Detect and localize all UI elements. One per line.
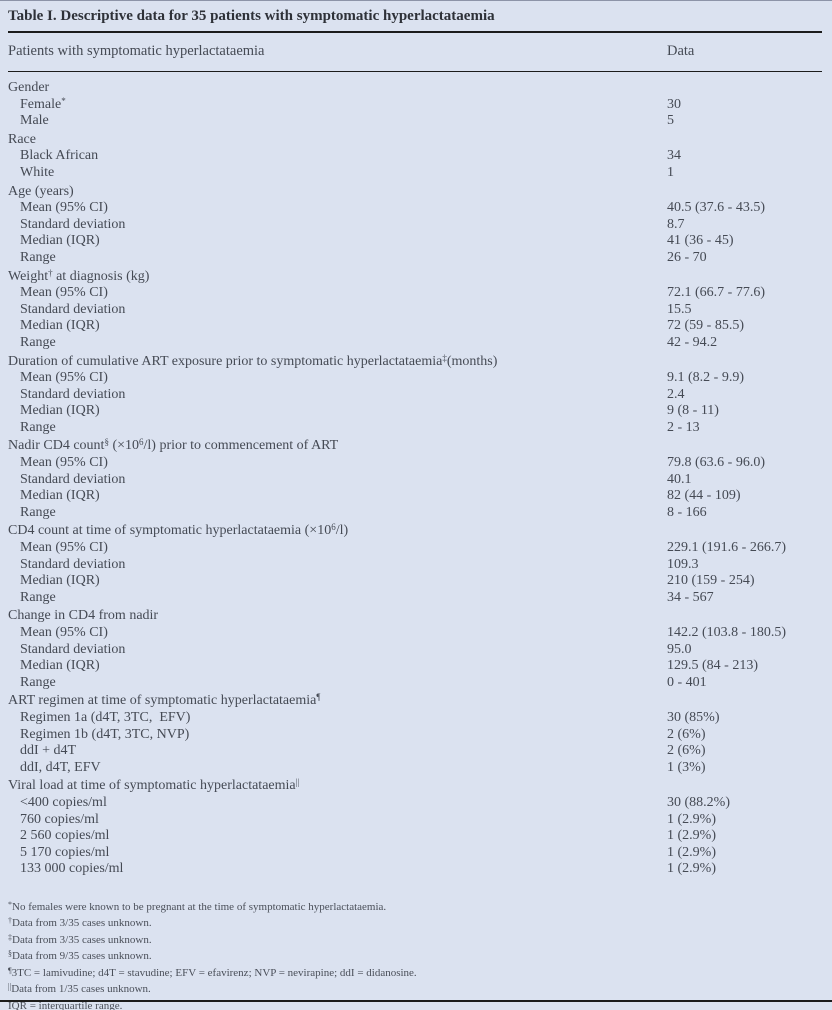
table-row	[8, 727, 822, 744]
row-label: Median (IQR)	[20, 658, 100, 674]
footnote	[8, 915, 822, 932]
table-section	[8, 438, 822, 521]
row-label: 133 000 copies/ml	[20, 861, 124, 877]
table-row	[8, 760, 822, 777]
row-label: White	[20, 164, 55, 180]
bottom-rule	[0, 1000, 832, 1002]
column-header-row	[8, 33, 822, 72]
row-value: 2 (6%)	[667, 743, 706, 759]
table-row	[8, 658, 822, 675]
row-value: 9 (8 - 11)	[667, 403, 719, 419]
footnote-text: IQR = interquartile range.	[8, 999, 123, 1010]
row-value: 40.5 (37.6 - 43.5)	[667, 200, 765, 216]
row-label: Median (IQR)	[20, 573, 100, 589]
table-row	[8, 540, 822, 557]
section-header-label: CD4 count at time of symptomatic hyperlactataemia $(\times 10^6/l)$	[8, 522, 349, 539]
row-label: Mean (95% CI)	[20, 455, 108, 471]
table-row	[8, 812, 822, 829]
table-row	[8, 557, 822, 574]
row-value: 142.2 (103.8 - 180.5)	[667, 625, 786, 640]
table-section	[8, 693, 822, 776]
row-label: ddI + d4T	[20, 743, 77, 759]
row-label: Range	[20, 334, 56, 350]
row-value: 5	[667, 113, 674, 129]
table-row	[8, 455, 822, 472]
row-value: 129.5 (84 - 213)	[667, 658, 758, 674]
row-value: 9.1 (8.2 - 9.9)	[667, 370, 744, 386]
table-row	[8, 675, 822, 692]
row-label: Standard deviation	[20, 556, 126, 572]
table-row	[8, 200, 822, 217]
row-label: Male	[20, 113, 49, 129]
footnote-symbol: §	[8, 949, 12, 959]
row-label: Mean (95% CI)	[20, 200, 108, 216]
row-value: 1 (3%)	[667, 759, 706, 775]
row-value: 41 (36 - 45)	[667, 233, 734, 249]
row-value: 30 (85%)	[667, 709, 720, 725]
footnote-text: Data from 9/35 cases unknown.	[12, 950, 152, 963]
column-header-parameter: Patients with symptomatic hyperlactataemia	[8, 43, 265, 59]
footnote-text: No females were known to be pregnant at the time of symptomatic hyperlactataemia.	[12, 900, 387, 913]
row-value: 1 (2.9%)	[667, 828, 716, 844]
table-row	[8, 828, 822, 845]
row-label: Female*	[20, 95, 66, 112]
table-row	[8, 148, 822, 165]
section-header	[8, 132, 822, 149]
row-value: 2.4	[667, 386, 685, 402]
row-value: 229.1 (191.6 - 266.7)	[667, 540, 786, 556]
table-section	[8, 80, 822, 130]
section-header	[8, 523, 822, 540]
footnote-symbol: ||	[8, 982, 12, 992]
section-header	[8, 693, 822, 710]
row-label: Regimen 1a (d4T, 3TC, EFV)	[20, 709, 191, 725]
column-header-data: Data	[667, 43, 695, 59]
row-value: 95.0	[667, 641, 692, 657]
table-row	[8, 302, 822, 319]
row-label: Median (IQR)	[20, 488, 100, 504]
table-row	[8, 845, 822, 862]
footnote-text: Data from 1/35 cases unknown.	[11, 983, 151, 996]
row-label: Mean (95% CI)	[20, 540, 108, 556]
table-row	[8, 642, 822, 659]
row-label: Range	[20, 674, 56, 690]
row-value: 30 (88.2%)	[667, 794, 730, 810]
row-label: <400 copies/ml	[20, 794, 107, 810]
table-section	[8, 354, 822, 437]
footnote	[8, 948, 822, 965]
row-label: Mean (95% CI)	[20, 370, 108, 386]
table-row	[8, 233, 822, 250]
row-value: 109.3	[667, 556, 699, 572]
footnote-symbol: †	[8, 916, 12, 926]
table-row	[8, 217, 822, 234]
footnote	[8, 981, 822, 998]
table-row	[8, 97, 822, 114]
row-label: Standard deviation	[20, 386, 126, 402]
row-label: Range	[20, 589, 56, 605]
table-row	[8, 318, 822, 335]
row-label: Range	[20, 249, 56, 265]
row-label: Standard deviation	[20, 216, 126, 232]
row-label: Median (IQR)	[20, 233, 100, 249]
section-header-label: Viral load at time of symptomatic hyperlactataemia||	[8, 777, 300, 794]
row-label: Mean (95% CI)	[20, 285, 108, 301]
row-value: 1 (2.9%)	[667, 811, 716, 827]
section-header	[8, 80, 822, 97]
row-value: 34	[667, 148, 681, 164]
footnote	[8, 899, 822, 916]
table-row	[8, 625, 822, 642]
row-label: Regimen 1b (d4T, 3TC, NVP)	[20, 726, 190, 742]
row-value: 72.1 (66.7 - 77.6)	[667, 285, 765, 301]
footnote	[8, 932, 822, 949]
table-section	[8, 184, 822, 267]
table-row	[8, 420, 822, 437]
row-label: Standard deviation	[20, 301, 126, 317]
table-row	[8, 113, 822, 130]
row-label: Standard deviation	[20, 471, 126, 487]
footnotes	[8, 899, 822, 1010]
table-section	[8, 132, 822, 182]
table-row	[8, 861, 822, 878]
table-section	[8, 778, 822, 878]
row-value: 1	[667, 164, 674, 180]
table-row	[8, 370, 822, 387]
section-header	[8, 778, 822, 795]
table-row	[8, 710, 822, 727]
row-value: 26 - 70	[667, 249, 707, 265]
table-row	[8, 403, 822, 420]
footnote-text: Data from 3/35 cases unknown.	[12, 933, 152, 946]
section-header-label: Change in CD4 from nadir	[8, 608, 159, 624]
table-row	[8, 285, 822, 302]
row-label: Standard deviation	[20, 641, 126, 657]
table-row	[8, 488, 822, 505]
row-value: 8.7	[667, 216, 685, 232]
footnote-text: Data from 3/35 cases unknown.	[12, 917, 152, 930]
row-value: 15.5	[667, 301, 692, 317]
section-header	[8, 438, 822, 455]
row-label: 5 170 copies/ml	[20, 844, 110, 860]
row-value: 2 (6%)	[667, 726, 706, 742]
table-row	[8, 590, 822, 607]
section-header-label: Gender	[8, 80, 50, 95]
table-row	[8, 795, 822, 812]
footnote-symbol: *	[8, 899, 12, 909]
table-title: Table I. Descriptive data for 35 patients with symptomatic hyperlactataemia	[8, 8, 495, 24]
row-label: Median (IQR)	[20, 403, 100, 419]
row-label: Median (IQR)	[20, 318, 100, 334]
table-row	[8, 250, 822, 267]
table-section	[8, 523, 822, 606]
table-row	[8, 335, 822, 352]
table-container	[0, 1, 832, 1010]
row-value: 210 (159 - 254)	[667, 573, 755, 589]
table-row	[8, 505, 822, 522]
row-label: 760 copies/ml	[20, 811, 99, 827]
row-label: Range	[20, 504, 56, 520]
row-value: 30	[667, 96, 681, 112]
table-section	[8, 269, 822, 352]
section-header	[8, 184, 822, 201]
row-label: Black African	[20, 148, 99, 164]
section-header-label: Weight† at diagnosis (kg)	[8, 267, 150, 284]
footnote	[8, 965, 822, 982]
footnote-symbol: ‡	[8, 932, 12, 942]
table-row	[8, 387, 822, 404]
section-header-label: Race	[8, 131, 36, 147]
row-value: 34 - 567	[667, 589, 714, 605]
section-header-label: ART regimen at time of symptomatic hyperlactataemia¶	[8, 692, 321, 709]
row-value: 1 (2.9%)	[667, 861, 716, 877]
row-label: Mean (95% CI)	[20, 625, 108, 640]
section-header-label: Age (years)	[8, 183, 74, 199]
row-value: 1 (2.9%)	[667, 844, 716, 860]
table-body	[8, 72, 822, 878]
footnote-text: 3TC = lamivudine; d4T = stavudine; EFV = efavirenz; NVP = nevirapine; ddI = didanosine.	[11, 966, 417, 979]
row-value: 79.8 (63.6 - 96.0)	[667, 455, 765, 471]
section-header	[8, 269, 822, 286]
section-header	[8, 354, 822, 371]
row-label: 2 560 copies/ml	[20, 828, 110, 844]
section-header-label: Nadir CD4 count§ $(\times 10^6/l)$ prior to commencement of ART	[8, 437, 339, 454]
row-value: 2 - 13	[667, 419, 700, 435]
table-row	[8, 573, 822, 590]
row-value: 40.1	[667, 471, 692, 487]
row-label: Range	[20, 419, 56, 435]
section-header-label: Duration of cumulative ART exposure prior to symptomatic hyperlactataemia‡(months)	[8, 352, 498, 369]
table-section	[8, 608, 822, 691]
row-value: 82 (44 - 109)	[667, 488, 741, 504]
table-row	[8, 472, 822, 489]
row-value: 72 (59 - 85.5)	[667, 318, 744, 334]
footnote-symbol: ¶	[8, 965, 12, 975]
table-row	[8, 165, 822, 182]
section-header	[8, 608, 822, 625]
row-value: 42 - 94.2	[667, 334, 718, 350]
row-value: 0 - 401	[667, 674, 707, 690]
table-row	[8, 743, 822, 760]
row-label: ddI, d4T, EFV	[20, 759, 101, 775]
row-value: 8 - 166	[667, 504, 707, 520]
